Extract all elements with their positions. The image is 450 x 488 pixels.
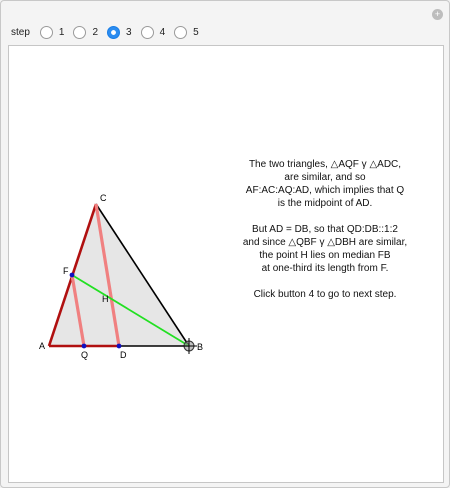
step-label: step — [11, 26, 30, 38]
explanation-paragraph-2: But AD = DB, so that QD:DB::1:2 and since △QBF γ △DBH are similar, the point H lies on median FB at one-third its length from F. — [242, 224, 408, 274]
label-b: B — [197, 342, 204, 352]
step-option-label: 2 — [92, 26, 99, 38]
geometry-panel — [8, 45, 444, 483]
step-option-4[interactable] — [141, 26, 166, 39]
label-c: C — [100, 193, 107, 203]
step-option-2[interactable] — [73, 26, 98, 39]
explanation-paragraph-1: The two triangles, △AQF γ △ADC, are similar, and so AF:AC:AQ:AD, which implies that Q is the midpoint of AD. — [245, 159, 405, 209]
step-option-label: 1 — [58, 26, 65, 38]
radio-selected-icon[interactable] — [107, 26, 120, 39]
radio-icon[interactable] — [73, 26, 86, 39]
point-q[interactable] — [82, 344, 87, 349]
step-radio-group — [40, 26, 208, 39]
step-option-5[interactable] — [174, 26, 199, 39]
label-a: A — [39, 341, 46, 351]
step-option-1[interactable] — [40, 26, 65, 39]
step-option-label: 3 — [126, 26, 132, 38]
label-f: F — [63, 266, 69, 276]
point-f[interactable] — [70, 273, 75, 278]
radio-icon[interactable] — [141, 26, 154, 39]
explanation-paragraph-3: Click button 4 to go to next step. — [253, 289, 397, 300]
step-option-label: 4 — [159, 26, 166, 38]
label-h: H — [102, 294, 109, 304]
point-d[interactable] — [117, 344, 122, 349]
step-controls — [11, 23, 208, 41]
label-d: D — [120, 350, 127, 360]
radio-icon[interactable] — [174, 26, 187, 39]
radio-icon[interactable] — [40, 26, 53, 39]
reset-icon[interactable]: + — [432, 9, 443, 20]
step-option-3[interactable] — [107, 26, 132, 39]
explanation-text — [225, 158, 425, 314]
label-q: Q — [81, 350, 89, 360]
step-option-label: 5 — [193, 26, 199, 38]
